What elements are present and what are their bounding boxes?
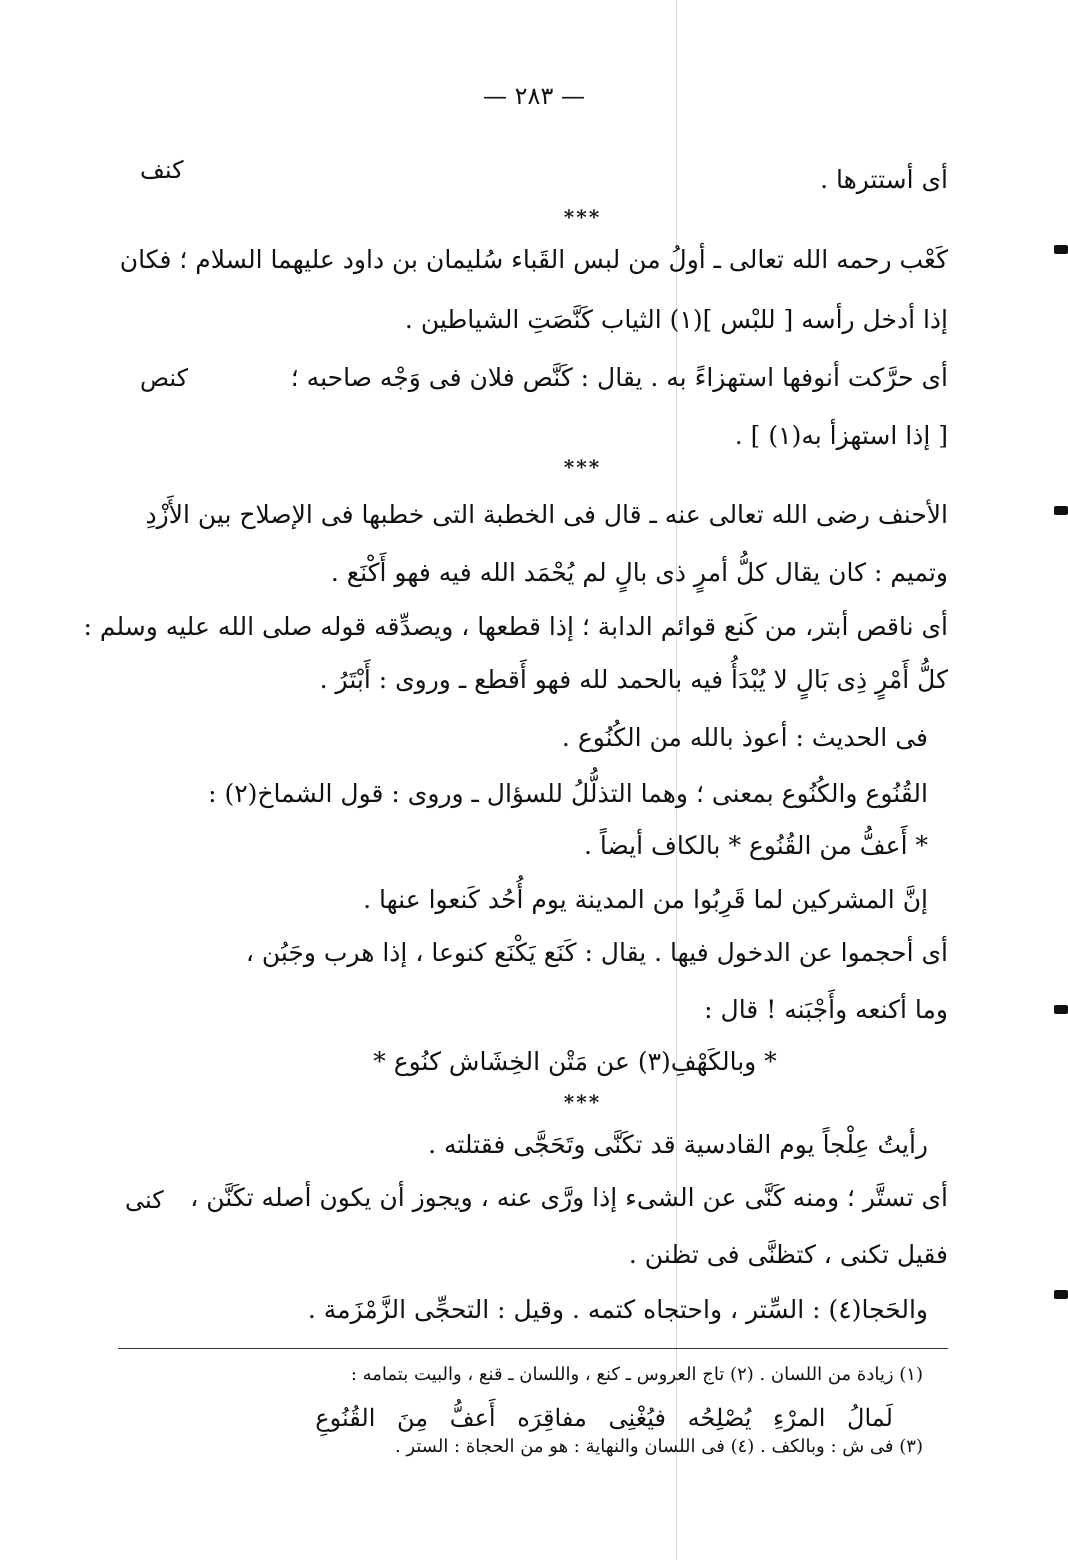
section-separator: *** <box>563 455 602 479</box>
page-edge-mark <box>1054 245 1068 254</box>
text-line: فى الحديث : أعوذ بالله من الكُنُوع . <box>561 723 928 752</box>
entry-heading-line: رأيتُ عِلْجاً يوم القادسية قد تكَنَّى وتَحَجَّى فقتلته . <box>428 1130 928 1159</box>
text-line: فقيل تكنى ، كتظنَّى فى تظنن . <box>628 1240 948 1269</box>
text-line: أى أحجموا عن الدخول فيها . يقال : كَنَع يَكْنَع كنوعا ، إذا هرب وجَبُن ، <box>245 938 948 967</box>
footnote-verse: لَمالُ المرْءِ يُصْلِحُه فيُغْنِى مفاقِرَه أَعفُّ مِنَ القُنُوعِ <box>315 1404 893 1432</box>
page-edge-mark <box>1054 506 1068 515</box>
section-separator: *** <box>563 1090 602 1114</box>
text-line: أى ناقص أبتر، من كَنع قوائم الدابة ؛ إذا قطعها ، ويصدِّقه قوله صلى الله عليه وسلم : <box>83 612 948 641</box>
page-number: — ٢٨٣ — <box>483 82 585 110</box>
text-line: وتميم : كان يقال كلُّ أمرٍ ذى بالٍ لم يُحْمَد الله فيه فهو أَكْنَع . <box>330 558 948 587</box>
text-line: القُنُوع والكُنُوع بمعنى ؛ وهما التذلُّلُ للسؤال ـ وروى : قول الشماخ(٢) : <box>208 779 928 808</box>
section-separator: *** <box>563 205 602 229</box>
footnote-rule <box>118 1348 948 1349</box>
text-line: أى حرَّكت أنوفها استهزاءً به . يقال : كَنَّص فلان فى وَجْه صاحبه ؛ <box>290 363 948 392</box>
margin-headword: كنف <box>140 156 184 184</box>
text-line: وما أكنعه وأَجْبَنه ! قال : <box>704 995 948 1024</box>
poetry-line: * وبالكَهْفِ(٣) عن مَتْن الخِشَاش كنُوع * <box>373 1047 777 1076</box>
text-line: أى أستترها . <box>820 165 948 194</box>
page-edge-mark <box>1054 1290 1068 1299</box>
entry-heading-line: الأحنف رضى الله تعالى عنه ـ قال فى الخطبة التى خطبها فى الإصلاح بين الأَزْدِ <box>145 500 948 529</box>
page-edge-mark <box>1054 1005 1068 1014</box>
text-line: [ إذا استهزأ به(١) ] . <box>734 421 948 450</box>
footnote-line: (٣) فى ش : وبالكف . (٤) فى اللسان والنهاية : هو من الحجاة : الستر . <box>394 1436 923 1457</box>
margin-headword: كنى <box>125 1186 164 1214</box>
text-line: كلُّ أَمْرٍ ذِى بَالٍ لا يُبْدَأُ فيه بالحمد لله فهو أَقطع ـ وروى : أَبْتَرُ . <box>319 665 948 694</box>
text-line: * أَعفُّ من القُنُوع * بالكاف أيضاً . <box>583 831 928 860</box>
text-line: إذا أدخل رأسه [ للبْس ](١) الثياب كَنَّصَتِ الشياطين . <box>404 305 948 334</box>
text-line: إنَّ المشركين لما قَرِبُوا من المدينة يوم أُحُد كَنعوا عنها . <box>363 885 928 914</box>
footnote-line: (١) زيادة من اللسان . (٢) تاج العروس ـ كنع ، واللسان ـ قنع ، والبيت بتمامه : <box>350 1364 923 1385</box>
margin-headword: كنص <box>140 364 189 392</box>
text-line: أى تستَّر ؛ ومنه كَنَّى عن الشىء إذا ورَّى عنه ، ويجوز أن يكون أصله تكَنَّن ، <box>190 1183 948 1212</box>
text-line: والحَجا(٤) : السِّتر ، واحتجاه كتمه . وقيل : التحجِّى الزَّمْزَمة . <box>307 1295 928 1324</box>
entry-heading-line: كَعْب رحمه الله تعالى ـ أولُ من لبس القَباء سُليمان بن داود عليهما السلام ؛ فكان <box>119 245 948 274</box>
